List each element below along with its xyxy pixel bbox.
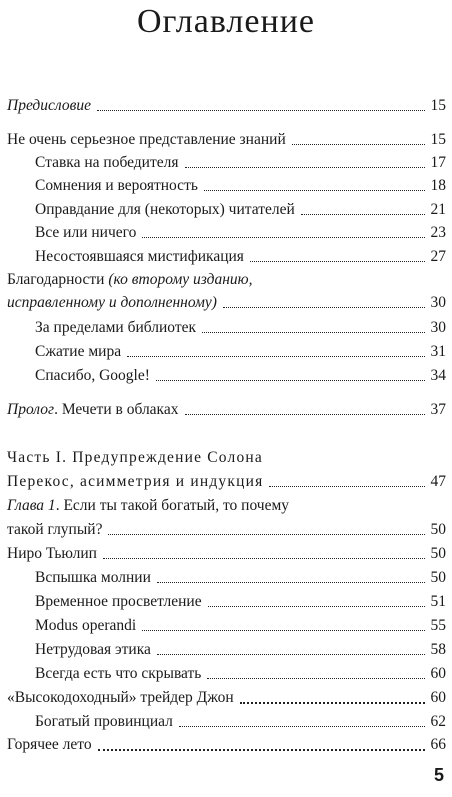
toc-entry <box>0 446 452 469</box>
toc-entry <box>0 518 452 541</box>
toc-entry <box>0 245 452 268</box>
toc-entry <box>0 638 452 661</box>
dot-leader <box>108 534 424 535</box>
toc-entry <box>0 221 452 244</box>
toc-entry-title: Часть I. Предупреждение Солона <box>7 446 267 469</box>
dot-leader <box>269 486 424 487</box>
dot-leader <box>127 356 424 357</box>
toc-entry <box>0 268 452 291</box>
dot-leader <box>301 214 425 215</box>
toc-entry <box>0 291 452 314</box>
toc-entry <box>0 542 452 565</box>
dot-leader <box>142 630 424 631</box>
dot-leader <box>142 237 424 238</box>
toc-entry-page: 50 <box>427 566 447 589</box>
toc-entry-title: Сжатие мира <box>35 340 125 363</box>
toc-entry-page: 30 <box>427 291 447 314</box>
toc-entry-title: исправленному и дополненному) <box>7 291 221 314</box>
dot-leader <box>179 726 425 727</box>
toc-entry <box>0 494 452 517</box>
dot-leader <box>103 558 425 559</box>
toc-entry-title: такой глупый? <box>7 518 106 541</box>
toc-entry-page: 18 <box>427 174 447 197</box>
dot-leader <box>292 144 425 145</box>
page-number: 5 <box>433 765 444 785</box>
toc-entry-title: Несостоявшаяся мистификация <box>35 245 248 268</box>
toc-entry <box>0 733 452 756</box>
toc-entry-title: Оправдание для (некоторых) читателей <box>35 198 299 221</box>
toc-entry-page: 66 <box>427 733 447 756</box>
toc-entry-title: Не очень серьезное представление знаний <box>7 128 290 151</box>
dot-leader <box>157 582 425 583</box>
toc-entry-page: 17 <box>427 151 447 174</box>
toc-entry-page: 21 <box>427 198 447 221</box>
dot-leader <box>240 702 425 704</box>
toc-entry-page: 51 <box>427 590 447 613</box>
toc-entry-page: 50 <box>427 542 447 565</box>
toc-entry-title: Ставка на победителя <box>35 151 183 174</box>
toc-entry-page: 60 <box>427 686 447 709</box>
dot-leader <box>185 414 425 415</box>
toc-entry-title: Все или ничего <box>35 221 140 244</box>
toc-entry-title: Благодарности (ко второму изданию, <box>7 268 256 291</box>
toc-entry-page: 55 <box>427 614 447 637</box>
toc-entry-title: За пределами библиотек <box>35 316 200 339</box>
dot-leader <box>250 261 425 262</box>
toc-entry <box>0 94 452 117</box>
toc-entry-page: 58 <box>427 638 447 661</box>
toc-entry <box>0 590 452 613</box>
toc-entry <box>0 470 452 493</box>
toc-entry <box>0 710 452 733</box>
toc-entry-title: Ниро Тьюлип <box>7 542 101 565</box>
toc-entry-page: 27 <box>427 245 447 268</box>
toc-entry <box>0 198 452 221</box>
dot-leader <box>98 749 425 751</box>
toc-entry-title: «Высокодоходный» трейдер Джон <box>7 686 238 709</box>
toc-entry <box>0 614 452 637</box>
toc-entry <box>0 128 452 151</box>
toc-entry-page: 23 <box>427 221 447 244</box>
toc-entry-page: 15 <box>427 128 447 151</box>
page-title: Оглавление <box>137 3 315 40</box>
toc-entry-title: Modus operandi <box>35 614 140 637</box>
toc-entry-page: 62 <box>427 710 447 733</box>
dot-leader <box>202 332 424 333</box>
toc-entry <box>0 686 452 709</box>
toc-entry-title: Перекос, асимметрия и индукция <box>7 470 267 493</box>
toc-entry-title: Горячее лето <box>7 733 96 756</box>
toc-entry <box>0 174 452 197</box>
toc-entry-title: Предисловие <box>7 94 95 117</box>
toc-entry-title: Нетрудовая этика <box>35 638 155 661</box>
dot-leader <box>204 190 425 191</box>
toc-entry-page: 34 <box>427 364 447 387</box>
dot-leader <box>157 654 425 655</box>
toc-entry-page: 60 <box>427 662 447 685</box>
toc-entry-title: Пролог. Мечети в облаках <box>7 398 183 421</box>
toc-entry-title: Временное просветление <box>35 590 206 613</box>
toc-entry-page: 31 <box>427 340 447 363</box>
dot-leader <box>223 307 425 308</box>
toc-entry-title: Сомнения и вероятность <box>35 174 202 197</box>
toc-entry <box>0 340 452 363</box>
toc-entry <box>0 316 452 339</box>
toc-entry-title: Глава 1. Если ты такой богатый, то почему <box>7 494 293 517</box>
toc-entry <box>0 566 452 589</box>
toc-entry-page: 47 <box>427 470 447 493</box>
dot-leader <box>156 380 425 381</box>
toc-entry-title: Богатый провинциал <box>35 710 177 733</box>
toc-entry-title: Всегда есть что скрывать <box>35 662 205 685</box>
toc-entry-title: Вспышка молнии <box>35 566 155 589</box>
dot-leader <box>207 678 424 679</box>
toc-entry <box>0 398 452 421</box>
toc-entry <box>0 151 452 174</box>
toc-entry-page: 37 <box>427 398 447 421</box>
dot-leader <box>208 606 425 607</box>
toc-entry-page: 50 <box>427 518 447 541</box>
toc-entry <box>0 364 452 387</box>
toc-entry-page: 30 <box>427 316 447 339</box>
toc-entry <box>0 662 452 685</box>
toc-entry-page: 15 <box>427 94 447 117</box>
dot-leader <box>97 110 425 111</box>
dot-leader <box>185 167 425 168</box>
toc-entry-title: Спасибо, Google! <box>35 364 154 387</box>
